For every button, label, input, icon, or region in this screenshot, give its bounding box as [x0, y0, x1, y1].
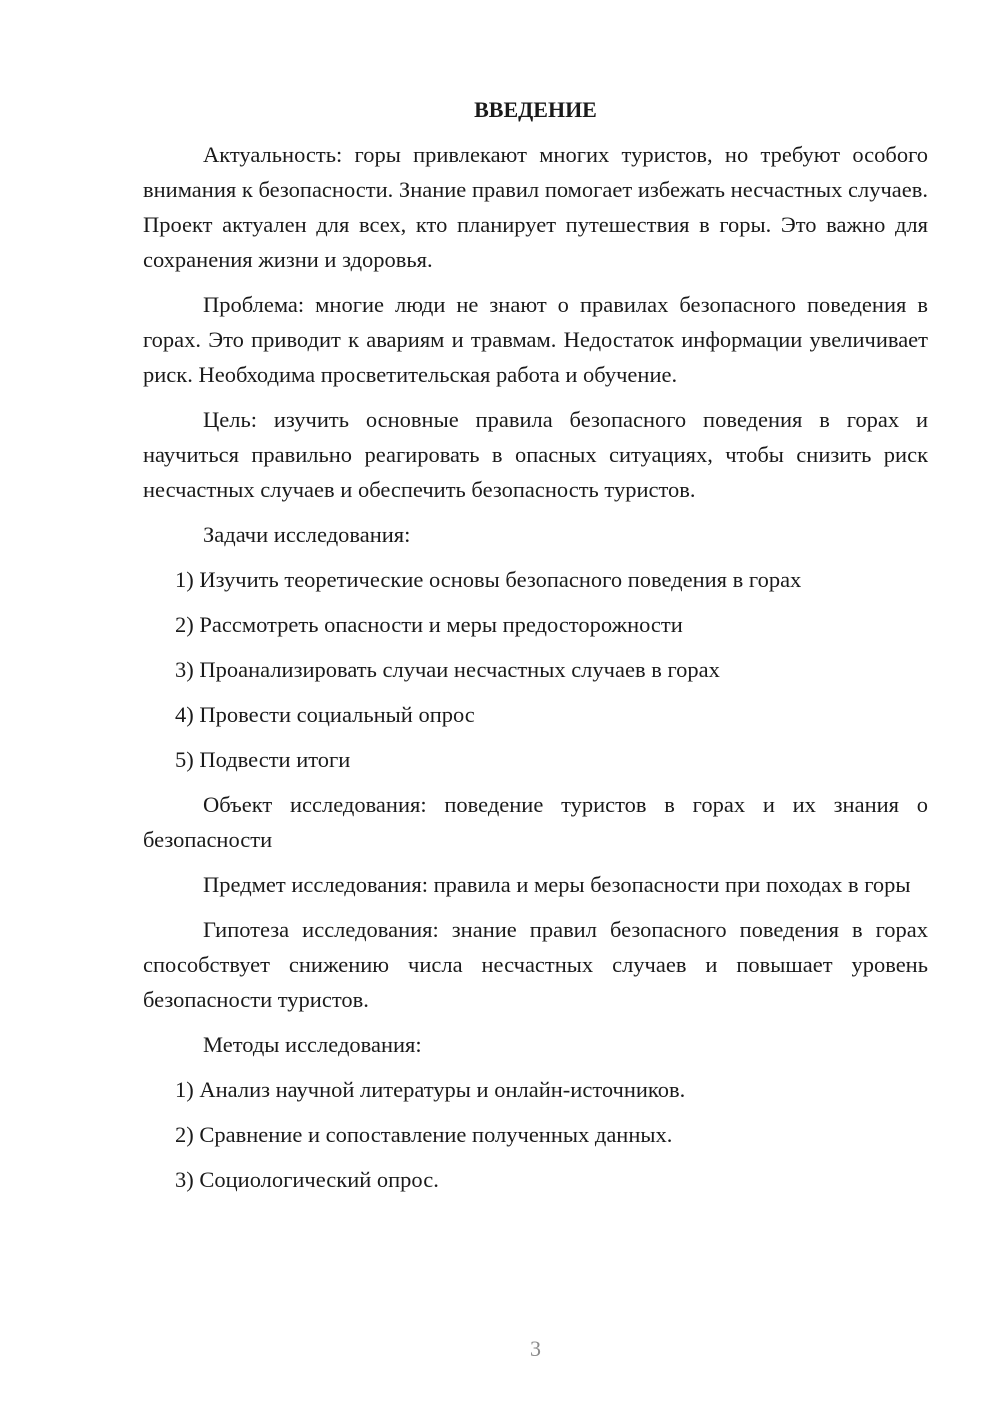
page-content: [143, 92, 928, 1207]
list-item: 3) Социологический опрос.: [175, 1167, 439, 1192]
object-paragraph: Объект исследования: поведение туристов в горах и их знания о безопасности: [143, 792, 928, 852]
list-item: 3) Проанализировать случаи несчастных случаев в горах: [175, 657, 720, 682]
methods-list: [143, 1072, 928, 1197]
page-number: 3: [530, 1336, 541, 1361]
tasks-list: [143, 562, 928, 777]
subject-paragraph: Предмет исследования: правила и меры безопасности при походах в горы: [203, 872, 911, 897]
list-item: 2) Рассмотреть опасности и меры предосторожности: [175, 612, 683, 637]
relevance-paragraph: Актуальность: горы привлекают многих туристов, но требуют особого внимания к безопасности. Знание правил помогает избежать несчастных случаев. Проект актуален для всех, кто планирует путешествия в горы. Это важно для сохранения жизни и здоровья.: [143, 142, 928, 272]
list-item: 5) Подвести итоги: [175, 747, 351, 772]
list-item: 1) Изучить теоретические основы безопасного поведения в горах: [175, 567, 802, 592]
problem-paragraph: Проблема: многие люди не знают о правилах безопасного поведения в горах. Это приводит к авариям и травмам. Недостаток информации увеличивает риск. Необходима просветительская работа и обучение.: [143, 292, 928, 387]
list-item: 4) Провести социальный опрос: [175, 702, 475, 727]
list-item: 1) Анализ научной литературы и онлайн-источников.: [175, 1077, 686, 1102]
hypothesis-paragraph: Гипотеза исследования: знание правил безопасного поведения в горах способствует снижению числа несчастных случаев и повышает уровень безопасности туристов.: [143, 917, 928, 1012]
goal-paragraph: Цель: изучить основные правила безопасного поведения в горах и научиться правильно реагировать в опасных ситуациях, чтобы снизить риск несчастных случаев и обеспечить безопасность туристов.: [143, 407, 928, 502]
page-title: ВВЕДЕНИЕ: [474, 97, 597, 122]
tasks-label: Задачи исследования:: [203, 522, 411, 547]
methods-label: Методы исследования:: [203, 1032, 422, 1057]
list-item: 2) Сравнение и сопоставление полученных данных.: [175, 1122, 673, 1147]
